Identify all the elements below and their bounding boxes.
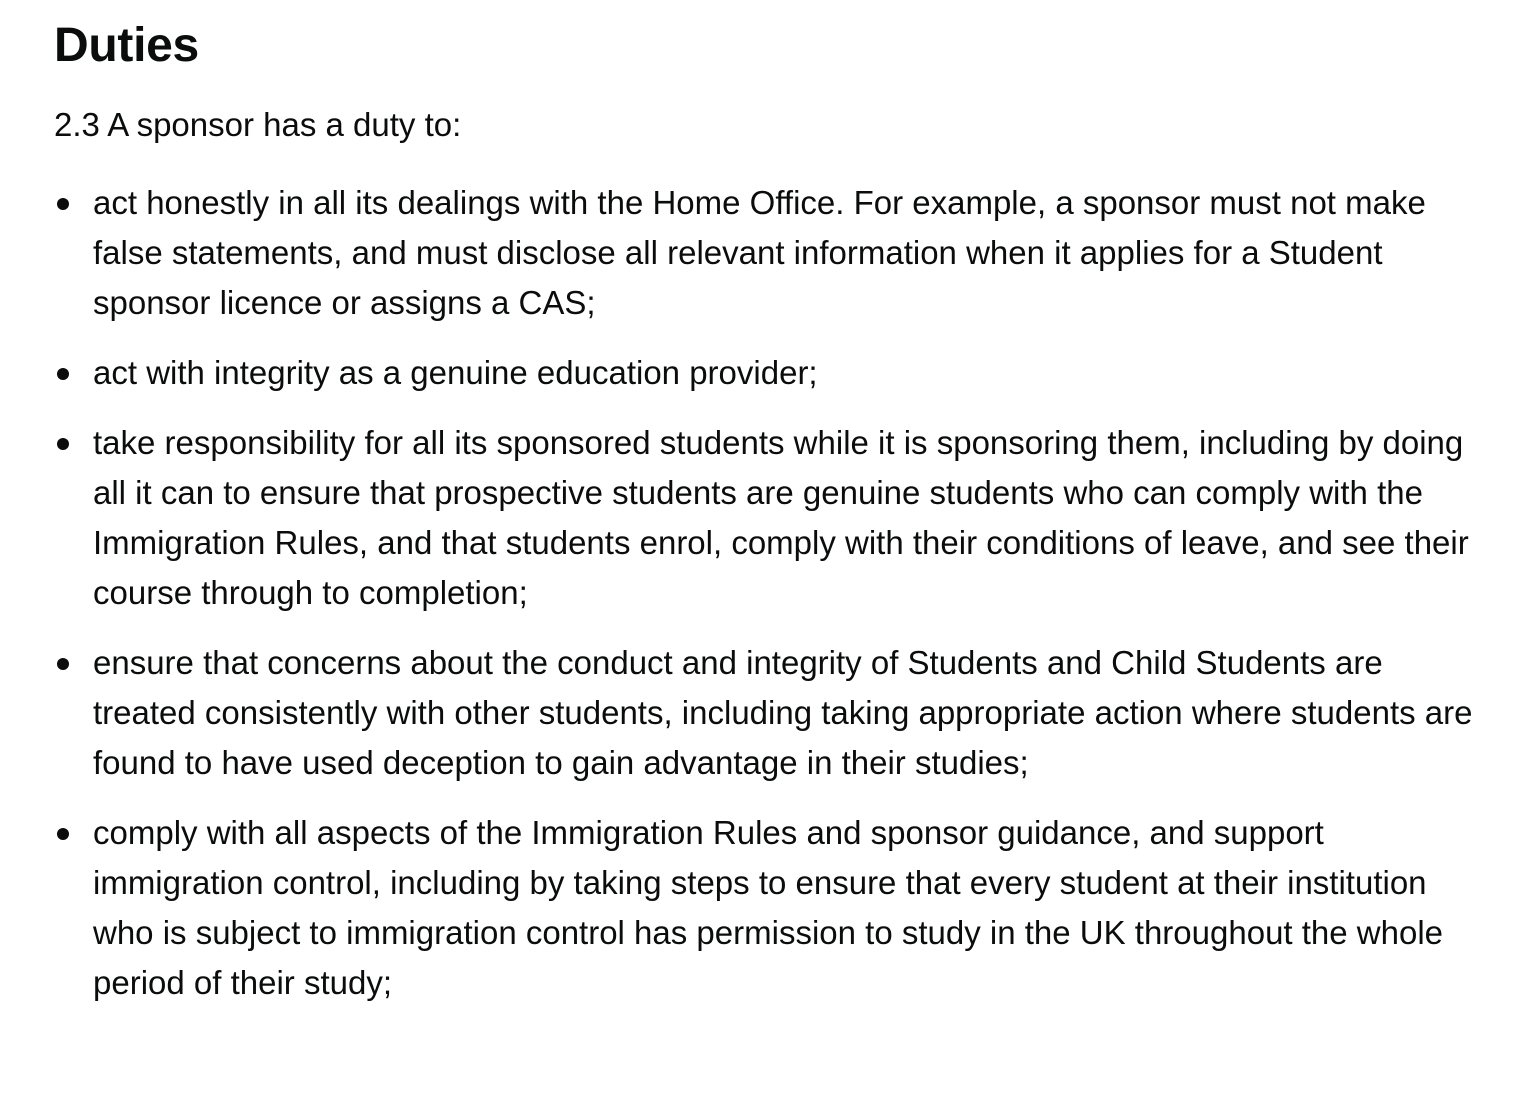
list-item-text: act with integrity as a genuine education provider; [93, 354, 818, 391]
list-item-text: act honestly in all its dealings with the Home Office. For example, a sponsor must not make false statements, and must disclose all relevant information when it applies for a Student sponsor licence or assigns a CAS; [93, 184, 1426, 321]
bullet-icon [57, 368, 69, 380]
list-item [54, 348, 1494, 398]
list-item [54, 178, 1494, 328]
list-item-text: ensure that concerns about the conduct and integrity of Students and Child Students are treated consistently with other students, including taking appropriate action where students are found to have used deception to gain advantage in their studies; [93, 644, 1473, 781]
list-item [54, 418, 1494, 618]
bullet-icon [57, 828, 69, 840]
duties-list [54, 178, 1494, 1008]
list-item [54, 638, 1494, 788]
bullet-icon [57, 198, 69, 210]
list-item-text: take responsibility for all its sponsored students while it is sponsoring them, including by doing all it can to ensure that prospective students are genuine students who can comply with the Immigration Rules, and that students enrol, comply with their conditions of leave, and see their course through to completion; [93, 424, 1469, 611]
intro-paragraph: 2.3 A sponsor has a duty to: [54, 106, 462, 143]
list-item-text: comply with all aspects of the Immigration Rules and sponsor guidance, and support immigration control, including by taking steps to ensure that every student at their institution who is subject to immigration control has permission to study in the UK throughout the whole period of their study; [93, 814, 1444, 1001]
list-item [54, 808, 1494, 1008]
bullet-icon [57, 438, 69, 450]
bullet-icon [57, 658, 69, 670]
section-heading: Duties [54, 19, 199, 72]
